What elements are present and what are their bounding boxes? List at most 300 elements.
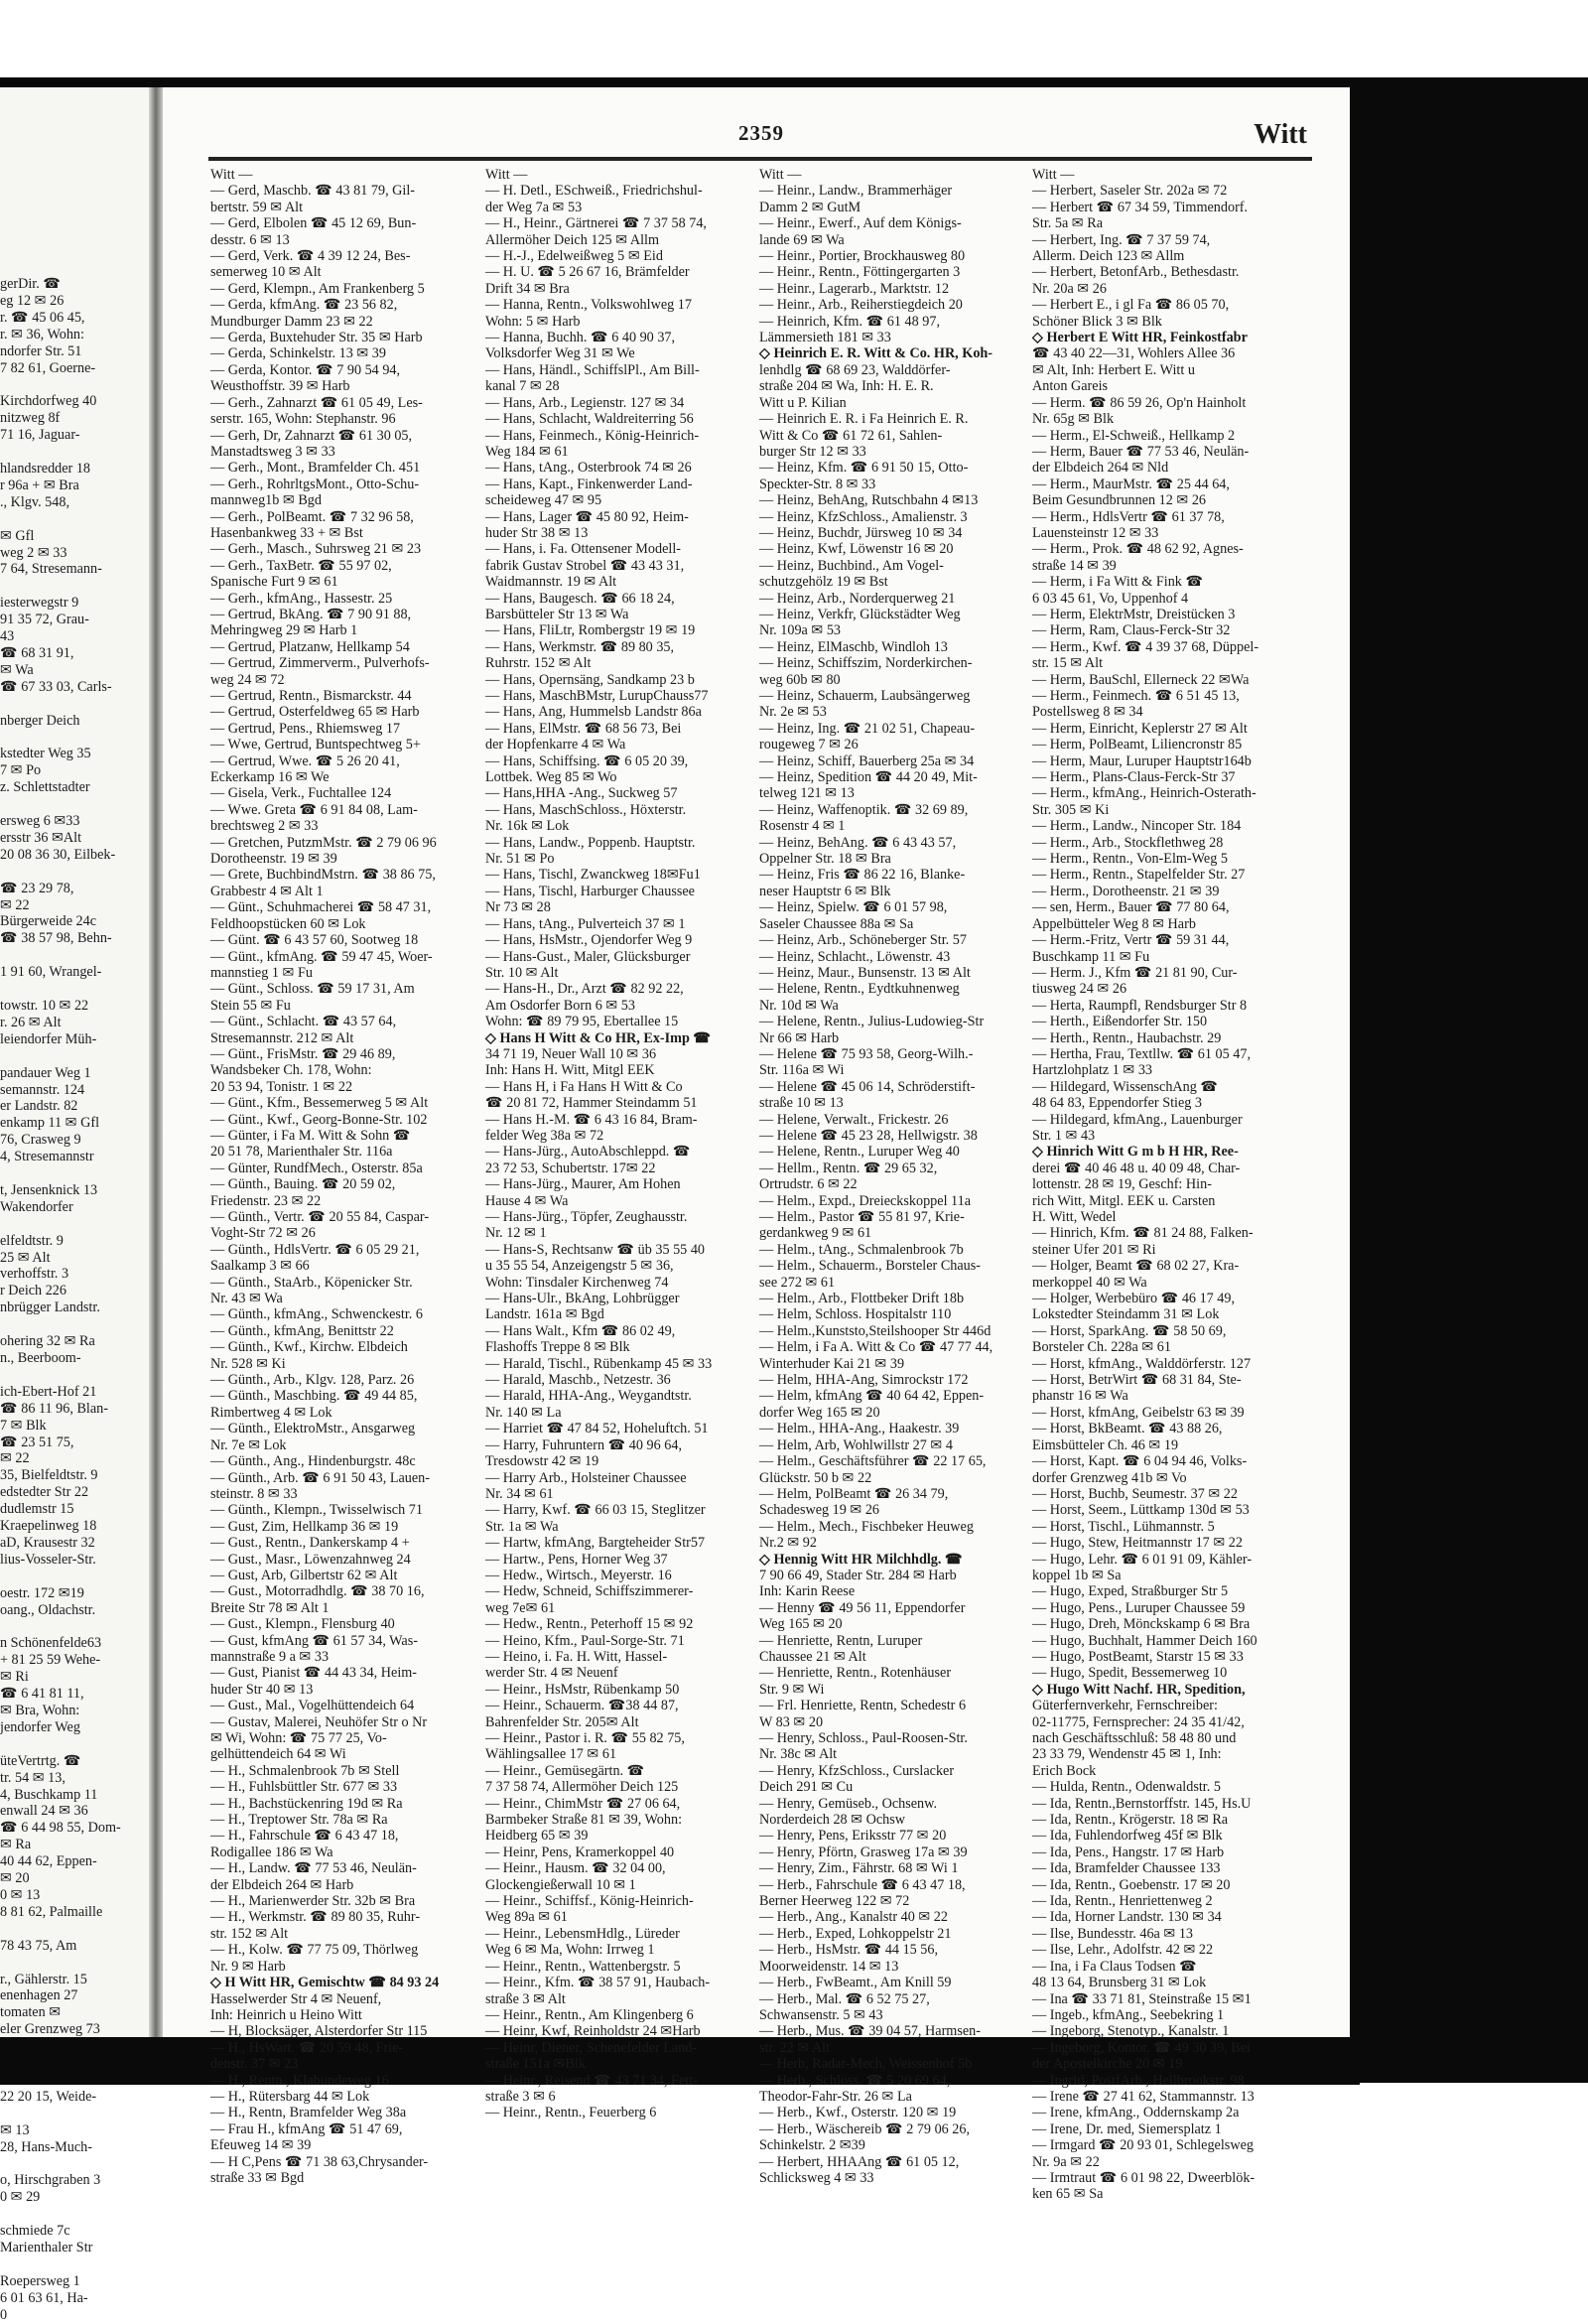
entry-line: semerweg 10 ✉ Alt: [210, 264, 322, 281]
entry-line: Tresdowstr 42 ✉ 19: [485, 1453, 599, 1470]
entry-line: Erich Bock: [1032, 1762, 1097, 1779]
entry-line: — Hugo, Dreh, Mönckskamp 6 ✉ Bra: [1032, 1616, 1251, 1633]
entry-line: — Günth., Kwf., Kirchw. Elbdeich: [210, 1339, 408, 1356]
entry-line: — Gustav, Malerei, Neuhöfer Str o Nr: [210, 1713, 428, 1730]
entry-line: — Hugo, Spedit, Bessemerweg 10: [1032, 1665, 1228, 1682]
book-gutter: [149, 87, 163, 2037]
entry-line: Berner Heerweg 122 ✉ 72: [759, 1893, 910, 1910]
entry-line: der Elbdeich 264 ✉ Harb: [210, 1876, 354, 1893]
fragment-line: [0, 729, 149, 746]
entry-line: — Helm., HHA-Ang., Haakestr. 39: [759, 1421, 960, 1437]
fragment-line: hlandsredder 18: [0, 460, 91, 477]
entry-line: — Gust., Mal., Vogelhüttendeich 64: [210, 1698, 415, 1714]
entry-line: Weg 89a ✉ 61: [485, 1909, 568, 1926]
fragment-line: nbrügger Landstr.: [0, 1299, 100, 1316]
fragment-line: pandauer Weg 1: [0, 1064, 91, 1081]
entry-line: Inh: Heinrich u Heino Witt: [210, 2006, 362, 2023]
entry-line: — Heinz, Kwf, Löwenstr 16 ✉ 20: [759, 541, 954, 558]
entry-line: straße 3 ✉ 6: [485, 2088, 556, 2105]
entry-line: — H. Detl., ESchweiß., Friedrichshul-: [485, 183, 703, 200]
fragment-line: Roepersweg 1: [0, 2272, 80, 2289]
fragment-line: 43: [0, 628, 15, 645]
column-head: Witt —: [1032, 167, 1075, 183]
entry-line: 02-11775, Fernsprecher: 24 35 41/42,: [1032, 1713, 1245, 1730]
entry-line: koppel 1b ✉ Sa: [1032, 1567, 1122, 1583]
entry-line: — Gust., Rentn., Dankerskamp 4 +: [210, 1535, 410, 1552]
fragment-line: aD, Krausestr 32: [0, 1534, 95, 1551]
entry-line: — Gust., Motorradhdlg. ☎ 38 70 16,: [210, 1583, 425, 1600]
entry-line: — sen, Herm., Bauer ☎ 77 80 64,: [1032, 899, 1230, 916]
entry-line: denstr. 37 ✉ 23: [210, 2056, 299, 2073]
entry-line: — Horst, kfmAng., Walddörferstr. 127: [1032, 1355, 1252, 1372]
entry-line: — Gerd, Elbolen ☎ 45 12 69, Bun-: [210, 215, 417, 232]
entry-line: ◇ Hans H Witt & Co HR, Ex-Imp ☎: [485, 1029, 712, 1046]
entry-line: — Herb., Schloss. ☎ 5 20 69 64,: [759, 2072, 951, 2089]
entry-line: — Günt., Schloss. ☎ 59 17 31, Am: [210, 981, 415, 998]
entry-line: — Gerh., kfmAng., Hassestr. 25: [210, 590, 393, 607]
entry-line: Nr. 9 ✉ Harb: [210, 1958, 286, 1975]
page-number: 2359: [738, 121, 784, 145]
entry-line: — Günth., Arb. ☎ 6 91 50 43, Lauen-: [210, 1469, 431, 1486]
entry-line: Dorotheenstr. 19 ✉ 39: [210, 851, 337, 868]
entry-line: — Hans, Tischl, Zwanckweg 18✉Fu1: [485, 867, 701, 884]
entry-line: Breite Str 78 ✉ Alt 1: [210, 1599, 330, 1616]
entry-line: — Hugo, PostBeamt, Starstr 15 ✉ 33: [1032, 1648, 1244, 1665]
entry-line: — Herm., Rentn., Von-Elm-Weg 5: [1032, 851, 1228, 868]
entry-line: — Hans, Händl., SchiffslPl., Am Bill-: [485, 361, 700, 378]
fragment-line: 7 82 61, Goerne-: [0, 359, 96, 376]
entry-line: — Hans-Jürg., Töpfer, Zeughausstr.: [485, 1209, 688, 1225]
fragment-line: 22 20 15, Weide-: [0, 2088, 97, 2105]
entry-line: Saseler Chaussee 88a ✉ Sa: [759, 915, 914, 932]
entry-line: — Gerda, Schinkelstr. 13 ✉ 39: [210, 345, 386, 362]
entry-line: Nr. 9a ✉ 22: [1032, 2153, 1100, 2170]
entry-line: — Helm, HHA-Ang, Simrockstr 172: [759, 1372, 969, 1389]
entry-line: Str. 9 ✉ Wi: [759, 1681, 825, 1698]
entry-line: — Herm, Bauer ☎ 77 53 46, Neulän-: [1032, 443, 1250, 460]
entry-line: ✉ Wi, Wohn: ☎ 75 77 25, Vo-: [210, 1730, 387, 1746]
entry-line: Barsbütteler Str 13 ✉ Wa: [485, 606, 629, 622]
entry-line: Nr. 528 ✉ Ki: [210, 1355, 286, 1372]
entry-line: Borsteler Ch. 228a ✉ 61: [1032, 1339, 1171, 1356]
entry-line: — Heinr., Portier, Brockhausweg 80: [759, 248, 966, 265]
entry-line: — Hugo, Lehr. ☎ 6 01 91 09, Kähler-: [1032, 1551, 1253, 1568]
entry-line: — Heinr., Lagerarb., Marktstr. 12: [759, 280, 950, 297]
entry-line: — Herm. J., Kfm ☎ 21 81 90, Cur-: [1032, 964, 1238, 981]
entry-line: — Heinz, Kfm. ☎ 6 91 50 15, Otto-: [759, 460, 969, 477]
fragment-line: enenhagen 27: [0, 1987, 78, 2004]
entry-line: dorfer Grenzweg 41b ✉ Vo: [1032, 1469, 1187, 1486]
fragment-line: jendorfer Weg: [0, 1718, 80, 1735]
fragment-line: enwall 24 ✉ 36: [0, 1803, 88, 1820]
entry-line: — Ida, Rentn.,Bernstorffstr. 145, Hs.U: [1032, 1795, 1252, 1812]
entry-line: — Herm. ☎ 86 59 26, Op'n Hainholt: [1032, 394, 1247, 411]
entry-line: — Gerh., Masch., Suhrsweg 21 ✉ 23: [210, 541, 422, 558]
entry-line: — Herm, BauSchl, Ellerneck 22 ✉Wa: [1032, 671, 1250, 688]
entry-line: — Gerd, Klempn., Am Frankenberg 5: [210, 280, 425, 297]
fragment-line: elfeldtstr. 9: [0, 1232, 64, 1249]
entry-line: schutzgehölz 19 ✉ Bst: [759, 574, 888, 591]
entry-line: Speckter-Str. 8 ✉ 33: [759, 476, 876, 492]
entry-line: Str. 10 ✉ Alt: [485, 964, 559, 981]
entry-line: Nr 66 ✉ Harb: [759, 1029, 840, 1046]
entry-line: — Heinr., Rentn., Wattenbergstr. 5: [485, 1958, 681, 1975]
entry-line: Eckerkamp 16 ✉ We: [210, 769, 330, 786]
entry-line: werder Str. 4 ✉ Neuenf: [485, 1665, 618, 1682]
entry-line: Inh: Hans H. Witt, Mitgl EEK: [485, 1062, 655, 1079]
entry-line: straße 14 ✉ 39: [1032, 557, 1117, 574]
fragment-line: ☎ 86 11 96, Blan-: [0, 1400, 108, 1417]
entry-line: Stresemannstr. 212 ✉ Alt: [210, 1029, 354, 1046]
entry-line: — Hans, Ang, Hummelsb Landstr 86a: [485, 704, 702, 721]
entry-line: — Hans-Jürg., AutoAbschleppd. ☎: [485, 1144, 691, 1161]
entry-line: — Frau H., kfmAng ☎ 51 47 69,: [210, 2120, 403, 2137]
entry-line: str. 22 ✉ Alt: [759, 2039, 831, 2056]
fragment-line: ich-Ebert-Hof 21: [0, 1383, 97, 1400]
entry-line: gerdankweg 9 ✉ 61: [759, 1225, 872, 1242]
entry-line: — Helm., Mech., Fischbeker Heuweg: [759, 1518, 974, 1535]
fragment-line: Wakendorfer: [0, 1198, 73, 1215]
entry-line: — Herm, Ram, Claus-Ferck-Str 32: [1032, 622, 1231, 639]
fragment-line: ✉ 22: [0, 896, 30, 913]
entry-line: Nr. 140 ✉ La: [485, 1404, 562, 1421]
fragment-line: ☎ 6 44 98 55, Dom-: [0, 1820, 121, 1837]
entry-line: — Herth., Eißendorfer Str. 150: [1032, 1014, 1208, 1030]
entry-line: — Hans, Landw., Poppenb. Hauptstr.: [485, 834, 696, 851]
fragment-line: 25 ✉ Alt: [0, 1249, 51, 1266]
fragment-line: ersstr 36 ✉Alt: [0, 829, 82, 846]
entry-line: huder Str 40 ✉ 13: [210, 1681, 314, 1698]
entry-line: — Hans H.-M. ☎ 6 43 16 84, Bram-: [485, 1111, 698, 1128]
fragment-line: [0, 947, 149, 964]
entry-line: — Hellm., Rentn. ☎ 29 65 32,: [759, 1160, 938, 1176]
entry-line: — Horst, Buchb, Seumestr. 37 ✉ 22: [1032, 1485, 1238, 1502]
entry-line: mannstraße 9 a ✉ 33: [210, 1648, 330, 1665]
entry-line: straße 3 ✉ Alt: [485, 1990, 566, 2007]
entry-line: Güterfernverkehr, Fernschreiber:: [1032, 1698, 1218, 1714]
entry-line: — Horst, BkBeamt. ☎ 43 88 26,: [1032, 1421, 1223, 1437]
entry-line: — Gisela, Verk., Fuchtallee 124: [210, 785, 392, 802]
entry-line: — Heinz, Arb., Norderquerweg 21: [759, 590, 956, 607]
entry-line: — Ingeborg, Stenotyp., Kanalstr. 1: [1032, 2023, 1230, 2040]
entry-line: — Herm., Rentn., Stapelfelder Str. 27: [1032, 867, 1246, 884]
entry-line: — Herm., HdlsVertr ☎ 61 37 78,: [1032, 508, 1225, 525]
entry-line: str. 15 ✉ Alt: [1032, 655, 1104, 672]
entry-line: — Henry, Zim., Fährstr. 68 ✉ Wi 1: [759, 1860, 959, 1877]
fragment-line: r., Gählerstr. 15: [0, 1971, 87, 1987]
entry-line: — Helm, i Fa A. Witt & Co ☎ 47 77 44,: [759, 1339, 993, 1356]
fragment-line: ersweg 6 ✉33: [0, 813, 80, 829]
entry-line: Wohn: ☎ 89 79 95, Ebertallee 15: [485, 1014, 679, 1030]
entry-line: — Herm., MaurMstr. ☎ 25 44 64,: [1032, 476, 1230, 492]
entry-line: — Helm.,Kunststo,Steilshooper Str 446d: [759, 1322, 992, 1339]
entry-line: straße 204 ✉ Wa, Inh: H. E. R.: [759, 378, 934, 395]
entry-line: — Hugo, Pens., Luruper Chaussee 59: [1032, 1599, 1246, 1616]
entry-line: — Herb., Wäschereib ☎ 2 79 06 26,: [759, 2120, 971, 2137]
fragment-line: tomaten ✉: [0, 2004, 62, 2021]
entry-line: Efeuweg 14 ✉ 39: [210, 2137, 312, 2154]
entry-line: — H., Marienwerder Str. 32b ✉ Bra: [210, 1893, 416, 1910]
fragment-line: ✉ Gfl: [0, 527, 35, 544]
entry-line: — Heinrich, Kfm. ☎ 61 48 97,: [759, 313, 940, 330]
entry-line: — Gerd, Maschb. ☎ 43 81 79, Gil-: [210, 183, 416, 200]
fragment-line: [0, 696, 149, 713]
entry-line: — H., Kolw. ☎ 77 75 09, Thörlweg: [210, 1942, 419, 1959]
entry-line: — Gust, Pianist ☎ 44 43 34, Heim-: [210, 1665, 418, 1682]
fragment-line: [0, 2106, 149, 2122]
entry-line: — Horst, SparkAng. ☎ 58 50 69,: [1032, 1322, 1227, 1339]
entry-line: der Hopfenkarre 4 ✉ Wa: [485, 737, 626, 753]
fragment-line: schmiede 7c: [0, 2223, 70, 2240]
entry-line: W 83 ✉ 20: [759, 1713, 824, 1730]
fragment-line: 0 ✉ 13: [0, 1887, 41, 1903]
entry-line: mannstieg 1 ✉ Fu: [210, 964, 313, 981]
entry-line: — Henny ☎ 49 56 11, Eppendorfer: [759, 1599, 966, 1616]
entry-line: — Günth., Klempn., Twisselwisch 71: [210, 1502, 423, 1519]
entry-line: — Herb., Mus. ☎ 39 04 57, Harmsen-: [759, 2023, 981, 2040]
entry-line: — Hans, Lager ☎ 45 80 92, Heim-: [485, 508, 689, 525]
entry-line: — Gerh., PolBeamt. ☎ 7 32 96 58,: [210, 508, 414, 525]
entry-line: Schinkelstr. 2 ✉39: [759, 2137, 865, 2154]
entry-line: Hartzlohplatz 1 ✉ 33: [1032, 1062, 1153, 1079]
fragment-line: tr. 54 ✉ 13,: [0, 1769, 66, 1786]
entry-line: — Ina ☎ 33 71 81, Steinstraße 15 ✉1: [1032, 1990, 1252, 2007]
entry-line: — Heinz, Fris ☎ 86 22 16, Blanke-: [759, 867, 966, 884]
entry-line: H. Witt, Wedel: [1032, 1209, 1117, 1225]
entry-line: — Harald, HHA-Ang., Weygandtstr.: [485, 1388, 692, 1405]
entry-line: — Hans, Schlacht, Waldreiterring 56: [485, 411, 694, 428]
entry-line: — Heinr., HsMstr, Rübenkamp 50: [485, 1681, 680, 1698]
entry-line: Drift 34 ✉ Bra: [485, 280, 570, 297]
fragment-line: oang., Oldachstr.: [0, 1601, 96, 1618]
entry-line: Str. 305 ✉ Ki: [1032, 801, 1110, 818]
entry-line: — Günth., Arb., Klgv. 128, Parz. 26: [210, 1372, 415, 1389]
entry-line: — Herb., FwBeamt., Am Knill 59: [759, 1975, 952, 1991]
fragment-line: Kraepelinweg 18: [0, 1518, 97, 1535]
entry-line: nach Geschäftsschluß: 58 48 80 und: [1032, 1730, 1237, 1746]
entry-line: 6 03 45 61, Vo, Uppenhof 4: [1032, 590, 1189, 607]
entry-line: Rodigallee 186 ✉ Wa: [210, 1844, 333, 1860]
fragment-line: weg 2 ✉ 33: [0, 544, 67, 561]
entry-line: — Helene, Verwalt., Frickestr. 26: [759, 1111, 949, 1128]
entry-line: — Henry, Pens, Eriksstr 77 ✉ 20: [759, 1828, 947, 1845]
entry-line: — Herm., Arb., Stockflethweg 28: [1032, 834, 1224, 851]
entry-line: — Heinz, Arb., Schöneberger Str. 57: [759, 932, 967, 949]
entry-line: — Harriet ☎ 47 84 52, Hoheluftch. 51: [485, 1421, 709, 1437]
entry-line: 34 71 19, Neuer Wall 10 ✉ 36: [485, 1045, 657, 1062]
entry-line: — Horst, Tischl., Lühmannstr. 5: [1032, 1518, 1215, 1535]
entry-line: 48 13 64, Brunsberg 31 ✉ Lok: [1032, 1975, 1207, 1991]
entry-line: — Wwe, Gertrud, Buntspechtweg 5+: [210, 737, 421, 753]
entry-line: Landstr. 161a ✉ Bgd: [485, 1306, 604, 1323]
entry-line: Heidberg 65 ✉ 39: [485, 1828, 589, 1845]
fragment-line: ✉ Ra: [0, 1837, 32, 1853]
entry-line: ◇ Hugo Witt Nachf. HR, Spedition,: [1032, 1681, 1246, 1698]
entry-line: Manstadtsweg 3 ✉ 33: [210, 443, 335, 460]
entry-line: — Heinr., Rentn., Föttingergarten 3: [759, 264, 961, 281]
entry-line: 23 72 53, Schubertstr. 17✉ 22: [485, 1160, 656, 1176]
entry-line: — H., Landw. ☎ 77 53 46, Neulän-: [210, 1860, 417, 1877]
fragment-line: 28, Hans-Much-: [0, 2138, 92, 2155]
entry-line: — Hans,HHA -Ang., Suckweg 57: [485, 785, 678, 802]
entry-line: Ortrudstr. 6 ✉ 22: [759, 1176, 858, 1193]
entry-line: — Heinr., Reisend ☎ 43 71 34, Fett-: [485, 2072, 698, 2089]
entry-line: — Herb, Radar-Mech, Weissenhof 5b: [759, 2056, 973, 2073]
entry-line: Glückstr. 50 b ✉ 22: [759, 1469, 872, 1486]
entry-line: — Günth., kfmAng, Benittstr 22: [210, 1322, 394, 1339]
fragment-line: [0, 1569, 149, 1585]
entry-line: Nr 73 ✉ 28: [485, 899, 551, 916]
entry-line: — Hans, Werkmstr. ☎ 89 80 35,: [485, 638, 675, 655]
entry-line: — Gerda, Buxtehuder Str. 35 ✉ Harb: [210, 330, 423, 346]
entry-line: — Ida, Bramfelder Chaussee 133: [1032, 1860, 1221, 1877]
fragment-line: 4, Stresemannstr: [0, 1149, 94, 1165]
entry-line: — Henry, Pförtn, Grasweg 17a ✉ 39: [759, 1844, 968, 1860]
entry-line: Nr. 38c ✉ Alt: [759, 1746, 838, 1763]
fragment-line: 40 44 62, Eppen-: [0, 1853, 97, 1870]
fragment-line: n., Beerboom-: [0, 1350, 81, 1366]
fragment-line: [0, 376, 149, 393]
entry-line: — Heinr., Pastor i. R. ☎ 55 82 75,: [485, 1730, 685, 1746]
entry-line: Am Osdorfer Born 6 ✉ 53: [485, 997, 635, 1014]
entry-line: lenhdlg ☎ 68 69 23, Walddörfer-: [759, 361, 951, 378]
entry-line: — Heino, i. Fa. H. Witt, Hassel-: [485, 1648, 668, 1665]
entry-line: — Hans, MaschSchloss., Höxterstr.: [485, 801, 687, 818]
entry-line: weg 24 ✉ 72: [210, 671, 285, 688]
fragment-line: edstedter Str 22: [0, 1484, 89, 1501]
fragment-line: oestr. 172 ✉19: [0, 1584, 84, 1601]
entry-line: — Horst, kfmAng, Geibelstr 63 ✉ 39: [1032, 1404, 1245, 1421]
entry-line: str. 152 ✉ Alt: [210, 1925, 289, 1942]
entry-line: Wandsbeker Ch. 178, Wohn:: [210, 1062, 372, 1079]
entry-line: Nr. 51 ✉ Po: [485, 851, 555, 868]
entry-line: — Günt., Kwf., Georg-Bonne-Str. 102: [210, 1111, 428, 1128]
entry-line: merkoppel 40 ✉ Wa: [1032, 1274, 1147, 1291]
entry-line: — Hans H, i Fa Hans H Witt & Co: [485, 1078, 683, 1095]
entry-line: — Heinz, KfzSchloss., Amalienstr. 3: [759, 508, 968, 525]
entry-line: Nr. 34 ✉ 61: [485, 1485, 554, 1502]
entry-line: — Heinr., LebensmHdlg., Lüreder: [485, 1925, 680, 1942]
entry-line: — Irmtraut ☎ 6 01 98 22, Dweerblök-: [1032, 2169, 1256, 2186]
entry-line: Weg 184 ✉ 61: [485, 443, 569, 460]
fragment-line: leiendorfer Müh-: [0, 1030, 97, 1047]
entry-line: — Gerh., RohrltgsMont., Otto-Schu-: [210, 476, 420, 492]
entry-line: Ruhrstr. 152 ✉ Alt: [485, 655, 592, 672]
fragment-line: [0, 1921, 149, 1938]
entry-line: Mundburger Damm 23 ✉ 22: [210, 313, 373, 330]
entry-line: Weusthoffstr. 39 ✉ Harb: [210, 378, 350, 395]
entry-line: — H C,Pens ☎ 71 38 63,Chrysander-: [210, 2153, 429, 2170]
entry-line: — Hans, Tischl, Harburger Chaussee: [485, 883, 695, 899]
entry-line: kanal 7 ✉ 28: [485, 378, 560, 395]
entry-line: Nr. 12 ✉ 1: [485, 1225, 547, 1242]
fragment-line: enkamp 11 ✉ Gfl: [0, 1115, 100, 1132]
entry-line: — H, Blocksäger, Alsterdorfer Str 115: [210, 2023, 428, 2040]
entry-line: — Gerh., TaxBetr. ☎ 55 97 02,: [210, 557, 392, 574]
entry-line: — Hedw., Wirtsch., Meyerstr. 16: [485, 1567, 672, 1583]
entry-line: Theodor-Fahr-Str. 26 ✉ La: [759, 2088, 912, 2105]
entry-line: Waidmannstr. 19 ✉ Alt: [485, 574, 617, 591]
entry-line: ◇ Heinrich E. R. Witt & Co. HR, Koh-: [759, 345, 993, 362]
entry-line: Nr. 7e ✉ Lok: [210, 1436, 287, 1453]
entry-line: — Horst, Kapt. ☎ 6 04 94 46, Volks-: [1032, 1453, 1248, 1470]
entry-line: — Hans, MaschBMstr, LurupChauss77: [485, 688, 709, 704]
entry-line: 20 53 94, Tonistr. 1 ✉ 22: [210, 1078, 353, 1095]
entry-line: — Horst, Seem., Lüttkamp 130d ✉ 53: [1032, 1502, 1250, 1519]
entry-line: — Gust., Masr., Löwenzahnweg 24: [210, 1551, 411, 1568]
entry-line: — Heinr., ChimMstr ☎ 27 06 64,: [485, 1795, 681, 1812]
entry-line: Str. 1 ✉ 43: [1032, 1127, 1096, 1144]
entry-line: — Günth., Bauing. ☎ 20 59 02,: [210, 1176, 396, 1193]
entry-line: — Heinz, Verkfr, Glückstädter Weg: [759, 606, 961, 622]
entry-line: weg 7e✉ 61: [485, 1599, 556, 1616]
entry-line: — Hanna, Rentn., Volkswohlweg 17: [485, 297, 692, 314]
entry-line: — Hans, Arb., Legienstr. 127 ✉ 34: [485, 394, 685, 411]
fragment-line: [0, 511, 149, 528]
entry-line: phanstr 16 ✉ Wa: [1032, 1388, 1128, 1405]
fragment-line: [0, 796, 149, 813]
entry-line: — Hans, Kapt., Finkenwerder Land-: [485, 476, 693, 492]
entry-line: — Irene ☎ 27 41 62, Stammannstr. 13: [1032, 2088, 1255, 2105]
fragment-line: [0, 981, 149, 998]
entry-line: telweg 121 ✉ 13: [759, 785, 855, 802]
entry-line: — Helene, Rentn., Eydtkuhnenweg: [759, 981, 960, 998]
entry-line: — Gretchen, PutzmMstr. ☎ 2 79 06 96: [210, 834, 437, 851]
page-header: [210, 121, 1307, 157]
entry-line: — Helene, Rentn., Luruper Weg 40: [759, 1144, 960, 1161]
entry-line: fabrik Gustav Strobel ☎ 43 43 31,: [485, 557, 685, 574]
fragment-line: t, Jensenknick 13: [0, 1181, 98, 1198]
entry-line: — Gertrud, BkAng. ☎ 7 90 91 88,: [210, 606, 412, 622]
fragment-line: 1 91 60, Wrangel-: [0, 964, 102, 981]
entry-line: — Günter, i Fa M. Witt & Sohn ☎: [210, 1127, 411, 1144]
entry-line: — Ida, Horner Landstr. 130 ✉ 34: [1032, 1909, 1222, 1926]
entry-line: — Gertrud, Zimmerverm., Pulverhofs-: [210, 655, 430, 672]
entry-line: — Hans-S, Rechtsanw ☎ üb 35 55 40: [485, 1241, 706, 1258]
entry-line: ◇ Hinrich Witt G m b H HR, Ree-: [1032, 1144, 1239, 1161]
entry-line: Lottbek. Weg 85 ✉ Wo: [485, 769, 617, 786]
entry-line: ☎ 20 81 72, Hammer Steindamm 51: [485, 1095, 698, 1112]
entry-line: Allerm. Deich 123 ✉ Allm: [1032, 248, 1185, 265]
entry-line: Friedenstr. 23 ✉ 22: [210, 1192, 322, 1209]
entry-line: Rimbertweg 4 ✉ Lok: [210, 1404, 332, 1421]
entry-line: bertstr. 59 ✉ Alt: [210, 199, 304, 215]
entry-line: — Herm, i Fa Witt & Fink ☎: [1032, 574, 1204, 591]
entry-line: — Heino, Kfm., Paul-Sorge-Str. 71: [485, 1632, 685, 1649]
fragment-line: dudlemstr 15: [0, 1501, 74, 1518]
entry-line: — Hartw, kfmAng, Bargteheider Str57: [485, 1535, 706, 1552]
entry-line: — Heinr., Rentn., Am Klingenberg 6: [485, 2006, 694, 2023]
fragment-line: [0, 578, 149, 595]
entry-line: — Herm, Maur, Luruper Hauptstr164b: [1032, 752, 1252, 769]
entry-line: Nr.2 ✉ 92: [759, 1535, 817, 1552]
entry-line: ☎ 43 40 22—31, Wohlers Allee 36: [1032, 345, 1236, 362]
entry-line: — Herm, Einricht, Keplerstr 27 ✉ Alt: [1032, 720, 1248, 737]
entry-line: — Heinz, Schlacht., Löwenstr. 43: [759, 948, 951, 965]
entry-line: — Hildegard, WissenschAng ☎: [1032, 1078, 1219, 1095]
directory-column-4: [1032, 167, 1316, 2203]
fragment-line: towstr. 10 ✉ 22: [0, 997, 89, 1014]
entry-line: Nr. 109a ✉ 53: [759, 622, 842, 639]
entry-line: Nr. 16k ✉ Lok: [485, 818, 570, 835]
fragment-line: [0, 1367, 149, 1384]
entry-line: — Heinr., Hausm. ☎ 32 04 00,: [485, 1860, 666, 1877]
fragment-line: 8 81 62, Palmaille: [0, 1903, 103, 1920]
fragment-line: ✉ 22: [0, 1450, 30, 1467]
entry-line: — Ida, Pens., Hangstr. 17 ✉ Harb: [1032, 1844, 1225, 1860]
entry-line: Appelbütteler Weg 8 ✉ Harb: [1032, 915, 1196, 932]
entry-line: — Holger, Werbebüro ☎ 46 17 49,: [1032, 1291, 1236, 1307]
